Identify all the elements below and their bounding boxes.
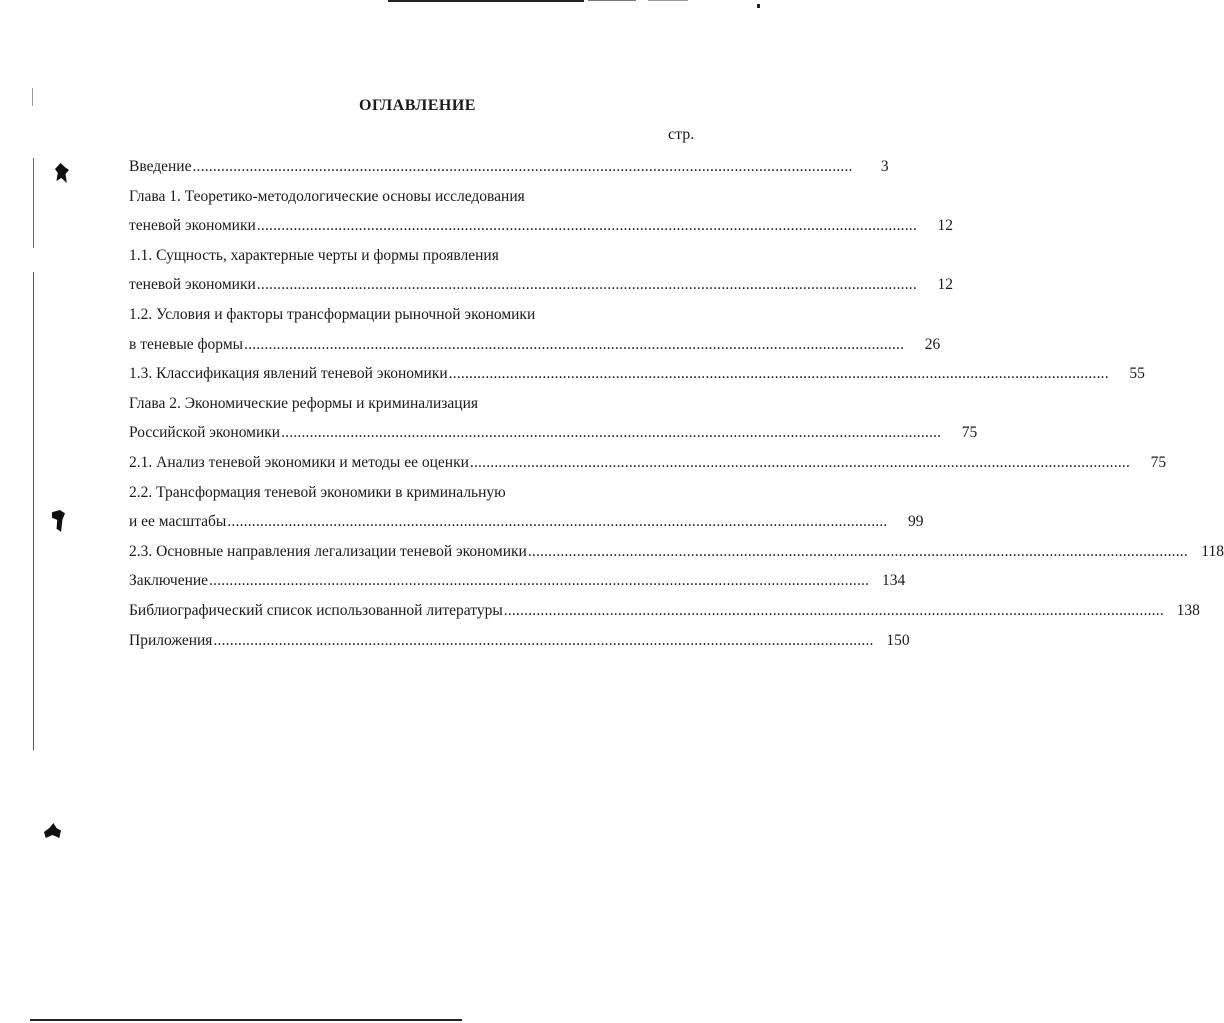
dot-leader: .................................................................................................................................................................. <box>448 365 1109 383</box>
toc-entry-line <box>129 270 953 300</box>
dot-leader: .................................................................................................................................................................. <box>527 542 1188 560</box>
toc-entry-title: 1.1. Сущность, характерные черты и формы проявления <box>129 246 499 264</box>
toc-title: ОГЛАВЛЕНИЕ <box>359 97 476 114</box>
toc-page-number: 118 <box>1201 542 1224 560</box>
toc-entry-line <box>129 418 978 448</box>
toc-page-number: 75 <box>1150 453 1167 471</box>
toc-entry[interactable] <box>129 359 1145 389</box>
toc-entry[interactable] <box>129 596 1200 626</box>
toc-page-number: 150 <box>886 631 910 649</box>
scan-top-line-short <box>648 0 688 1</box>
toc-entry[interactable] <box>129 448 1167 478</box>
toc-entry-title: 2.1. Анализ теневой экономики и методы ее оценки <box>129 453 469 471</box>
toc-page-number: 26 <box>924 335 941 353</box>
toc-page-number: 12 <box>937 276 953 294</box>
toc-entry-line <box>129 566 906 596</box>
scan-top-mark <box>757 4 760 8</box>
toc-entry-line <box>129 241 721 271</box>
toc-page-number: 55 <box>1129 365 1145 383</box>
toc-entry-title: 1.2. Условия и факторы трансформации рыночной экономики <box>129 305 536 323</box>
dot-leader: .................................................................................................................................................................. <box>256 217 917 235</box>
toc-entry-title: 1.3. Классификация явлений теневой экономики <box>129 365 448 383</box>
binder-hole-mark <box>52 510 65 532</box>
toc-entry-line <box>129 359 1145 389</box>
toc-entry[interactable] <box>129 478 924 537</box>
toc-entry-line <box>129 389 721 419</box>
dot-leader: .................................................................................................................................................................. <box>209 572 870 590</box>
toc-entry-line <box>129 537 1224 567</box>
scan-left-edge <box>33 158 34 248</box>
toc-entry[interactable] <box>129 182 953 241</box>
table-of-contents <box>129 152 1224 655</box>
toc-page-number: 12 <box>937 217 953 235</box>
toc-entry-line <box>129 626 910 656</box>
binder-hole-mark <box>55 163 69 183</box>
toc-page-number: 134 <box>881 572 906 590</box>
dot-leader: .................................................................................................................................................................. <box>469 453 1131 471</box>
toc-entry[interactable] <box>129 152 889 182</box>
toc-entry-title: и ее масштабы <box>129 513 227 531</box>
toc-entry-line <box>129 211 953 241</box>
dot-leader: .................................................................................................................................................................. <box>213 631 874 649</box>
scan-left-edge <box>33 272 34 750</box>
toc-entry-line <box>129 478 721 508</box>
toc-entry-title: теневой экономики <box>129 276 256 294</box>
toc-entry-title: Заключение <box>129 572 209 590</box>
toc-entry-title: Глава 2. Экономические реформы и криминализация <box>129 394 479 412</box>
toc-entry[interactable] <box>129 241 953 300</box>
scan-top-line-short <box>588 0 636 1</box>
dot-leader: .................................................................................................................................................................. <box>281 424 942 442</box>
dot-leader: .................................................................................................................................................................. <box>227 513 888 531</box>
toc-entry[interactable] <box>129 300 941 359</box>
toc-entry-title: Приложения <box>129 631 213 649</box>
toc-page-number: 3 <box>880 158 889 175</box>
toc-page-number: 99 <box>908 513 924 531</box>
scan-top-line <box>388 0 584 2</box>
toc-entry-title: теневой экономики <box>129 217 256 235</box>
scan-bottom-line <box>30 1019 462 1021</box>
dot-leader: .................................................................................................................................................................. <box>244 335 905 353</box>
toc-entry-line <box>129 596 1200 626</box>
toc-entry-title: Глава 1. Теоретико-методологические основы исследования <box>129 187 525 205</box>
dot-leader: .................................................................................................................................................................. <box>256 276 917 294</box>
toc-entry-line <box>129 300 721 330</box>
dot-leader: .................................................................................................................................................................. <box>192 158 853 175</box>
toc-entry-line <box>129 330 941 360</box>
toc-entry-title: 2.3. Основные направления легализации теневой экономики <box>129 542 527 560</box>
toc-entry-line <box>129 448 1167 478</box>
toc-entry-title: в теневые формы <box>129 335 244 353</box>
binder-hole-mark <box>44 823 61 838</box>
toc-entry-line <box>129 152 889 182</box>
toc-entry-title: Библиографический список использованной литературы <box>129 601 503 619</box>
page-column-label: стр. <box>668 126 695 143</box>
toc-entry-title: Российской экономики <box>129 424 281 442</box>
toc-entry[interactable] <box>129 537 1224 567</box>
toc-entry[interactable] <box>129 626 910 656</box>
toc-entry-title: Введение <box>129 158 192 175</box>
toc-entry[interactable] <box>129 389 978 448</box>
toc-entry[interactable] <box>129 566 906 596</box>
toc-entry-title: 2.2. Трансформация теневой экономики в криминальную <box>129 483 506 501</box>
toc-page-number: 138 <box>1176 601 1200 619</box>
toc-entry-line <box>129 507 924 537</box>
dot-leader: .................................................................................................................................................................. <box>503 601 1164 619</box>
toc-entry-line <box>129 182 721 212</box>
toc-page-number: 75 <box>961 424 978 442</box>
